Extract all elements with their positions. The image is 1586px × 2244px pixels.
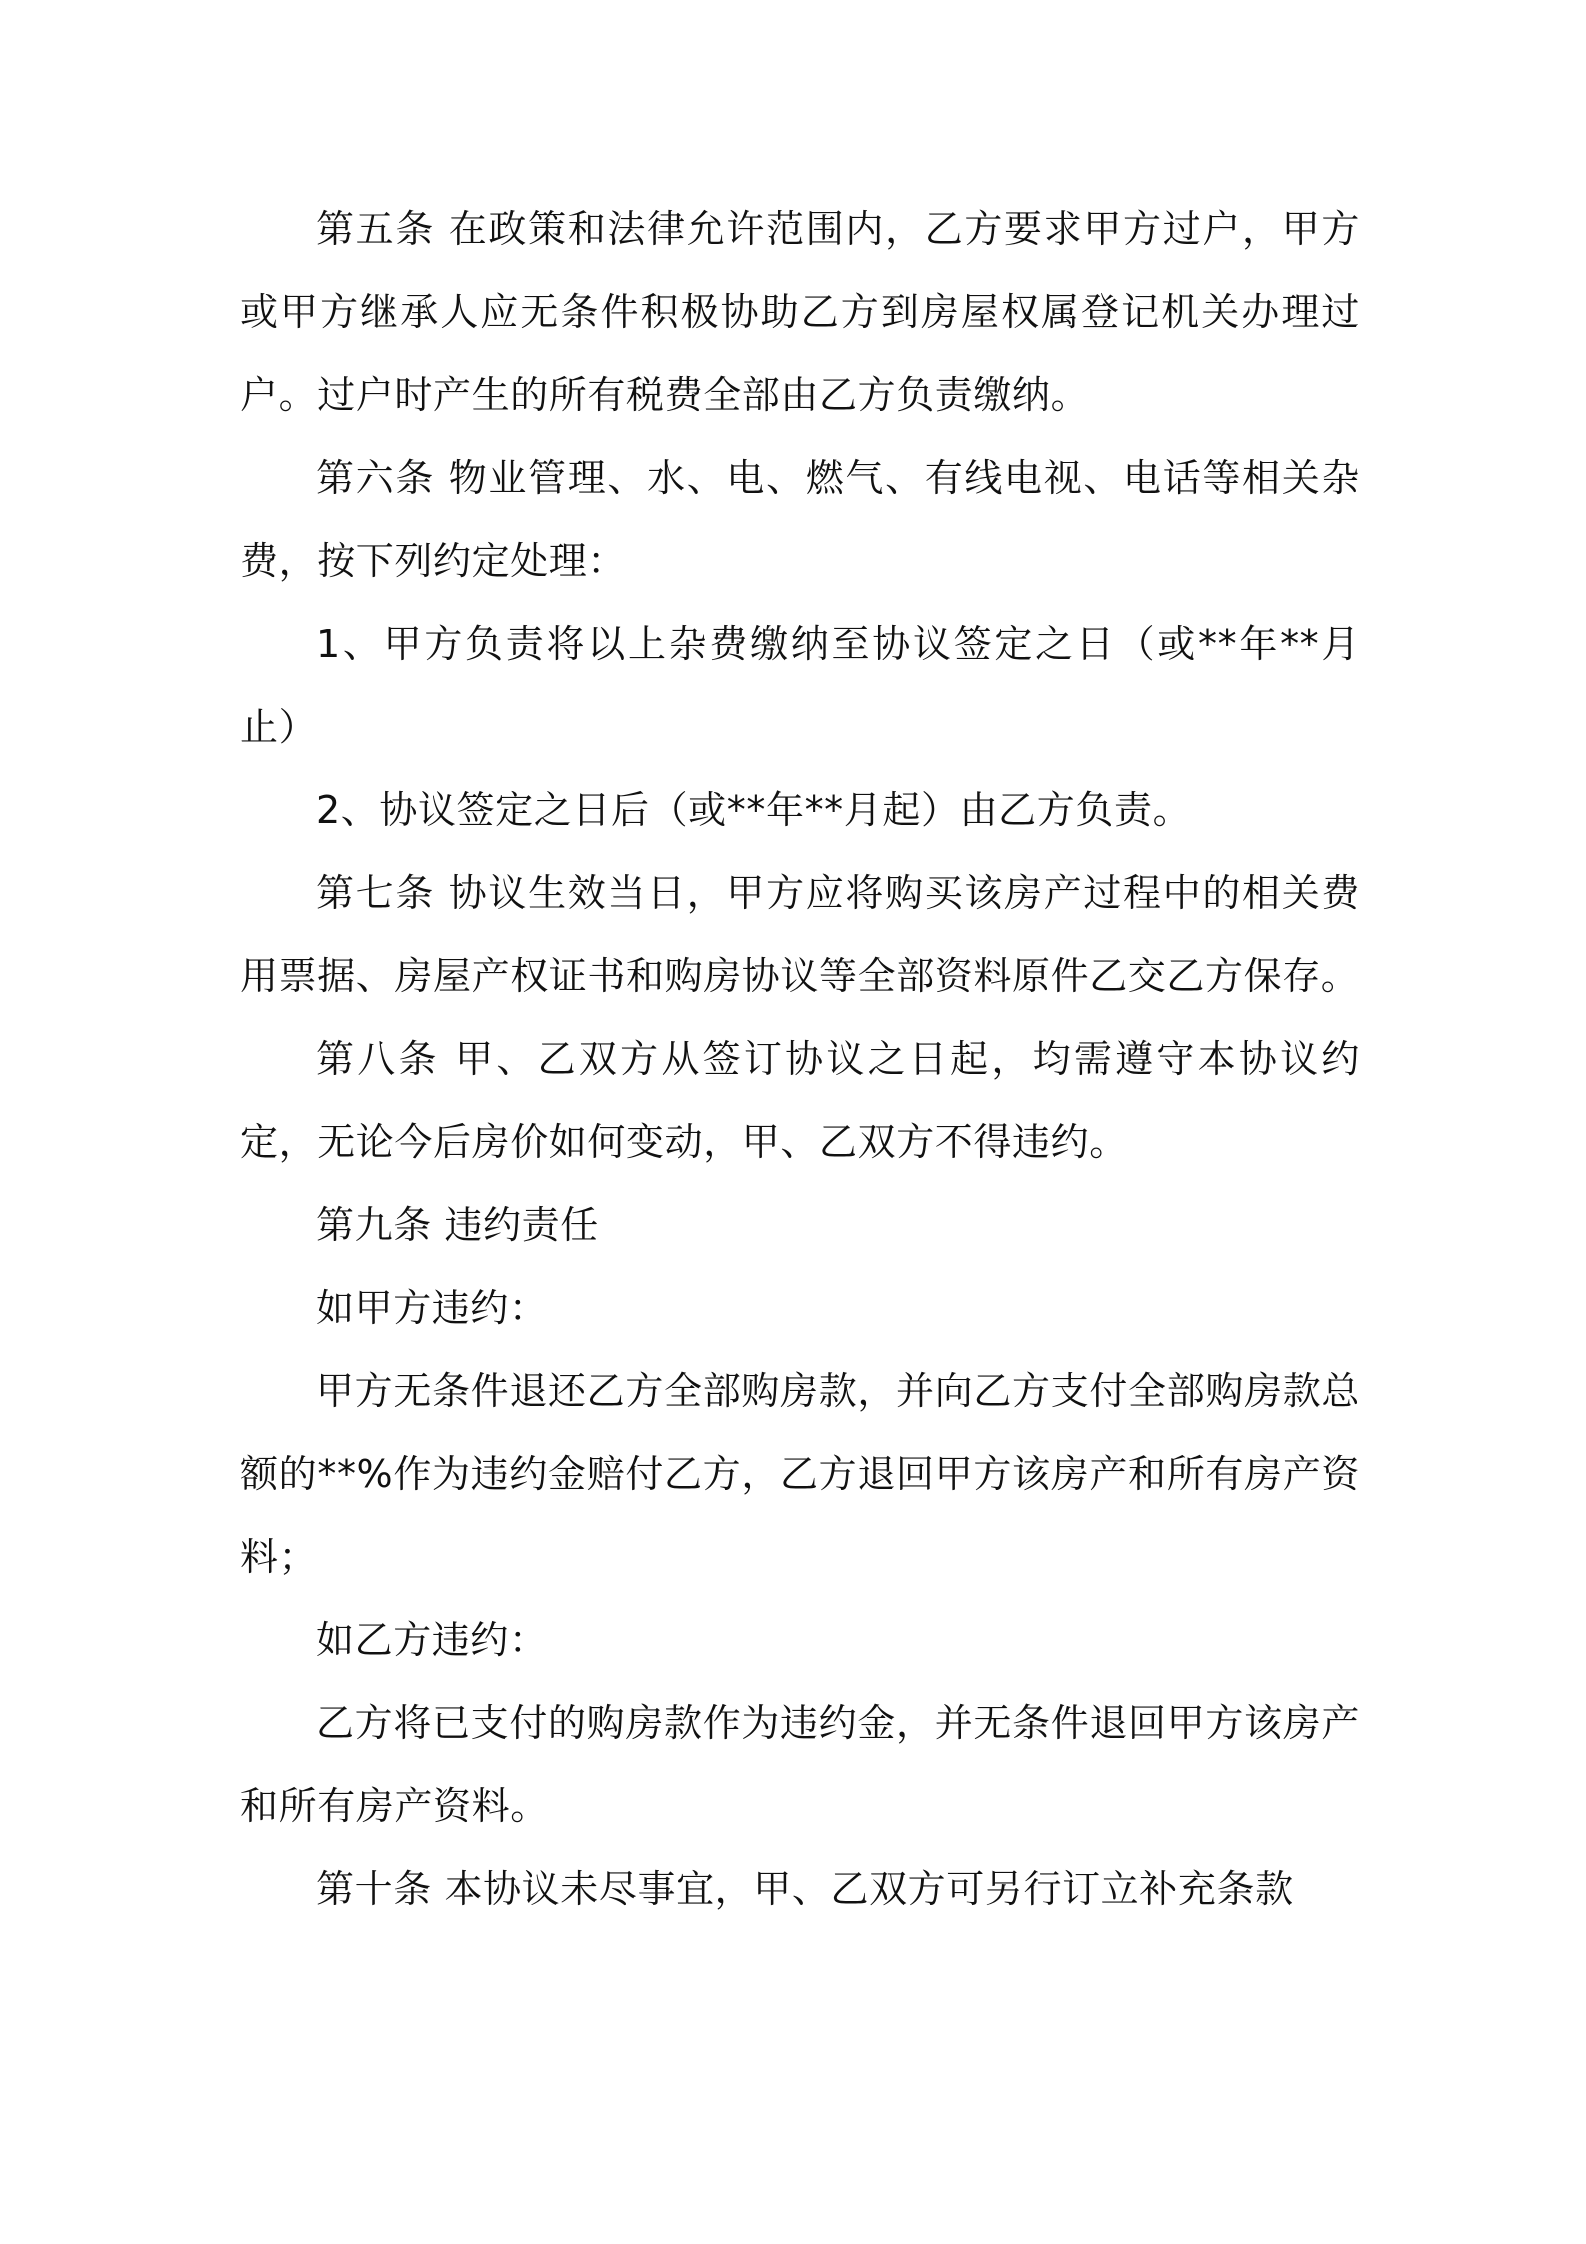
article-7-paragraph: 第七条 协议生效当日，甲方应将购买该房产过程中的相关费用票据、房屋产权证书和购房协议等全部资料原件乙交乙方保存。 xyxy=(240,871,1360,998)
party-b-breach-heading: 如乙方违约： xyxy=(316,1618,548,1662)
article-6-item-1: 1、甲方负责将以上杂费缴纳至协议签定之日（或**年**月止） xyxy=(240,622,1360,749)
party-a-breach-heading: 如甲方违约： xyxy=(316,1286,548,1330)
party-a-breach-paragraph: 甲方无条件退还乙方全部购房款，并向乙方支付全部购房款总额的**%作为违约金赔付乙方，乙方退回甲方该房产和所有房产资料； xyxy=(240,1369,1360,1579)
article-9-heading: 第九条 违约责任 xyxy=(316,1203,599,1247)
article-8-paragraph: 第八条 甲、乙双方从签订协议之日起，均需遵守本协议约定，无论今后房价如何变动，甲、乙双方不得违约。 xyxy=(240,1037,1360,1164)
article-6-paragraph: 第六条 物业管理、水、电、燃气、有线电视、电话等相关杂费，按下列约定处理： xyxy=(240,456,1360,583)
article-5-paragraph: 第五条 在政策和法律允许范围内，乙方要求甲方过户，甲方或甲方继承人应无条件积极协助乙方到房屋权属登记机关办理过户。过户时产生的所有税费全部由乙方负责缴纳。 xyxy=(240,207,1360,417)
document-page xyxy=(240,188,1360,1931)
article-10-paragraph: 第十条 本协议未尽事宜，甲、乙双方可另行订立补充条款 xyxy=(316,1867,1294,1911)
party-b-breach-paragraph: 乙方将已支付的购房款作为违约金，并无条件退回甲方该房产和所有房产资料。 xyxy=(240,1701,1360,1828)
article-6-item-2: 2、协议签定之日后（或**年**月起）由乙方负责。 xyxy=(316,788,1192,832)
